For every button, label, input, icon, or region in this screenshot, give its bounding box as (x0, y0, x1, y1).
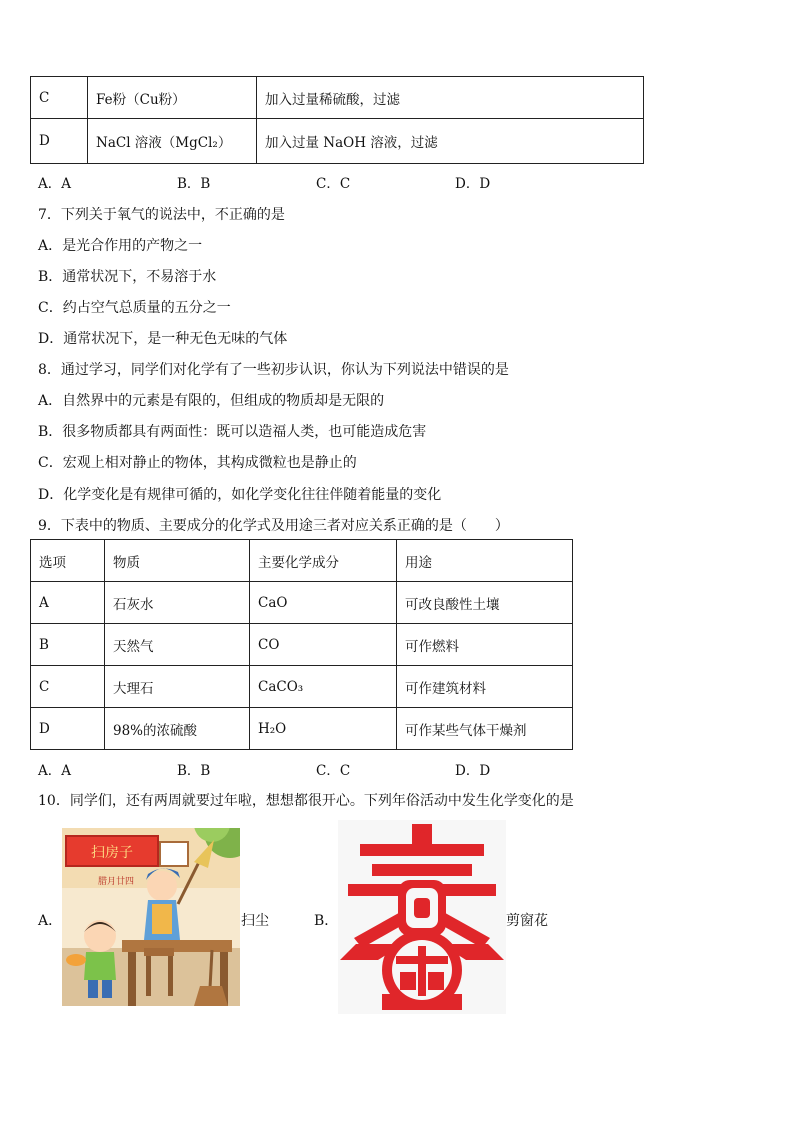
q8-stem: 8．通过学习，同学们对化学有了一些初步认识，你认为下列说法中错误的是 (38, 362, 509, 378)
table-row (31, 119, 644, 164)
table-cell: B (31, 624, 105, 666)
table-row (31, 624, 573, 666)
table-cell: 可改良酸性土壤 (397, 582, 573, 624)
q10-option-a-letter[interactable]: A． (38, 913, 63, 929)
table-header-cell: 主要化学成分 (250, 540, 397, 582)
table-header-cell: 物质 (105, 540, 250, 582)
q10-option-a-text: 扫尘 (241, 913, 269, 929)
q10-option-b-text: 剪窗花 (506, 913, 548, 929)
table-cell: C (31, 77, 88, 119)
table-cell: CaO (250, 582, 397, 624)
table-cell: 加入过量 NaOH 溶液，过滤 (257, 119, 644, 164)
sweeping-picture (62, 828, 240, 1006)
q7-option-c[interactable]: C．约占空气总质量的五分之一 (38, 300, 231, 316)
option-c[interactable]: C．C (316, 176, 351, 192)
q9-stem: 9．下表中的物质、主要成分的化学式及用途三者对应关系正确的是（ ） (38, 518, 509, 534)
q7-option-b[interactable]: B．通常状况下，不易溶于水 (38, 269, 217, 285)
q9-options (38, 759, 594, 779)
table-cell: H₂O (250, 708, 397, 750)
table-row (31, 582, 573, 624)
q10-option-b-letter[interactable]: B． (314, 913, 339, 929)
table-cell: NaCl 溶液（MgCl₂） (88, 119, 257, 164)
table-cell: 98%的浓硫酸 (105, 708, 250, 750)
table-header-cell: 用途 (397, 540, 573, 582)
papercut-picture (338, 820, 506, 1014)
table-cell: D (31, 708, 105, 750)
q6-options (38, 172, 594, 192)
table-cell: 加入过量稀硫酸，过滤 (257, 77, 644, 119)
option-b[interactable]: B．B (177, 763, 211, 779)
option-a[interactable]: A．A (38, 763, 71, 779)
table-row (31, 708, 573, 750)
table-row (31, 77, 644, 119)
table-cell: D (31, 119, 88, 164)
table-cell: 石灰水 (105, 582, 250, 624)
table-cell: 天然气 (105, 624, 250, 666)
q7-option-a[interactable]: A．是光合作用的产物之一 (38, 238, 203, 254)
table-cell: A (31, 582, 105, 624)
table-header-cell: 选项 (31, 540, 105, 582)
option-d[interactable]: D．D (455, 176, 491, 192)
q7-stem: 7．下列关于氧气的说法中，不正确的是 (38, 207, 285, 223)
poster-subtitle: 腊月廿四 (97, 877, 135, 887)
table-row (31, 666, 573, 708)
q8-option-c[interactable]: C．宏观上相对静止的物体，其构成微粒也是静止的 (38, 455, 357, 471)
table-cell: CaCO₃ (250, 666, 397, 708)
option-b[interactable]: B．B (177, 176, 211, 192)
table-cell: 大理石 (105, 666, 250, 708)
q7-option-d[interactable]: D．通常状况下，是一种无色无味的气体 (38, 331, 288, 347)
table-cell: 可作某些气体干燥剂 (397, 708, 573, 750)
table-cell: CO (250, 624, 397, 666)
q6-table (30, 76, 644, 164)
poster-title: 扫房子 (91, 845, 133, 861)
option-c[interactable]: C．C (316, 763, 351, 779)
option-a[interactable]: A．A (38, 176, 71, 192)
table-cell: Fe粉（Cu粉） (88, 77, 257, 119)
table-cell: C (31, 666, 105, 708)
q8-option-a[interactable]: A．自然界中的元素是有限的，但组成的物质却是无限的 (38, 393, 385, 409)
table-header-row (31, 540, 573, 582)
q8-option-d[interactable]: D．化学变化是有规律可循的，如化学变化往往伴随着能量的变化 (38, 487, 442, 503)
table-cell: 可作建筑材料 (397, 666, 573, 708)
papercut-character: 春 (418, 829, 426, 836)
q8-option-b[interactable]: B．很多物质都具有两面性：既可以造福人类，也可能造成危害 (38, 424, 427, 440)
table-cell: 可作燃料 (397, 624, 573, 666)
q9-table (30, 539, 573, 750)
option-d[interactable]: D．D (455, 763, 491, 779)
q10-stem: 10．同学们，还有两周就要过年啦，想想都很开心。下列年俗活动中发生化学变化的是 (38, 793, 574, 809)
